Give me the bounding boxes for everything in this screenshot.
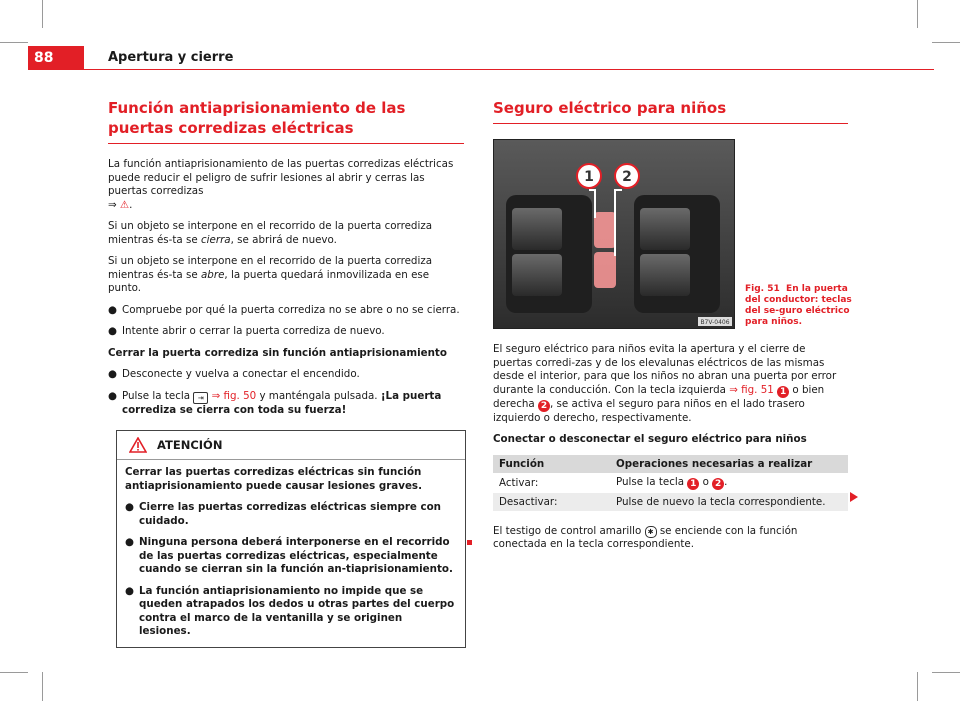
list-item-text bbox=[122, 390, 464, 418]
list-item-text: Compruebe por qué la puerta corrediza no se abre o no se cierra. bbox=[122, 303, 460, 316]
subheading-conectar: Conectar o desconectar el seguro eléctrico para niños bbox=[493, 433, 807, 445]
paragraph-text: Si un objeto se interpone en el recorrido de la puerta corrediza mientras és-ta se bbox=[108, 255, 433, 281]
section-end-marker bbox=[467, 540, 472, 545]
door-close-key-icon: ⇥ bbox=[193, 392, 208, 404]
list-item-text: Intente abrir o cerrar la puerta corrediza de nuevo. bbox=[122, 325, 385, 337]
warning-item bbox=[125, 585, 457, 639]
list-item-text-part: Pulse la tecla bbox=[122, 389, 194, 402]
bullet-icon: ● bbox=[108, 368, 117, 380]
list-item-text-part: y manténgala pulsada. bbox=[256, 389, 381, 402]
crop-mark bbox=[0, 672, 28, 673]
figure-link-51[interactable]: ⇒ fig. 51 bbox=[729, 383, 774, 396]
cell-text: Pulse la tecla bbox=[616, 475, 688, 488]
window-switch-panel-illustration bbox=[494, 140, 734, 328]
bullet-icon: ● bbox=[125, 536, 134, 548]
figure-link-50[interactable]: ⇒ fig. 50 bbox=[211, 389, 257, 402]
crop-mark bbox=[42, 0, 43, 28]
bullet-icon: ● bbox=[108, 325, 117, 337]
paragraph-testigo bbox=[493, 525, 848, 552]
italic-word: abre bbox=[200, 268, 225, 281]
figure-caption bbox=[745, 284, 855, 328]
warning-triangle-icon bbox=[129, 437, 147, 453]
paragraph-seguro bbox=[493, 343, 848, 425]
figure-51-image bbox=[493, 139, 735, 329]
function-table bbox=[493, 455, 848, 511]
caption-text: En la puerta del conductor: teclas del se-guro eléctrico para niños. bbox=[745, 284, 852, 327]
list-item bbox=[108, 325, 464, 339]
paragraph-text: La función antiaprisionamiento de las puertas corredizas eléctricas puede reducir el peligro de sufrir lesiones al abrir y cerras las puertas corredizas bbox=[108, 158, 454, 197]
warning-item-text: Cierre las puertas corredizas eléctricas siempre con cuidado. bbox=[139, 501, 441, 527]
cell-text: o bbox=[699, 475, 713, 488]
warning-item bbox=[125, 501, 457, 528]
paragraph-text: se enciende con la función conectada en la tecla correspondiente. bbox=[493, 524, 798, 550]
paragraph-text: o bien derecha bbox=[493, 383, 825, 410]
list-item bbox=[108, 390, 464, 418]
crop-mark bbox=[0, 42, 28, 43]
callout-badge-2: 2 bbox=[538, 400, 550, 412]
table-header-row bbox=[493, 455, 848, 473]
left-column bbox=[108, 98, 464, 648]
crop-mark bbox=[42, 672, 43, 701]
warning-triangle-icon[interactable]: ⚠ bbox=[119, 198, 130, 211]
table-cell bbox=[610, 473, 848, 493]
child-lock-indicator-icon: ✱ bbox=[645, 526, 657, 538]
warning-header bbox=[117, 431, 465, 460]
table-row bbox=[493, 493, 848, 511]
callout-badge-2: 2 bbox=[712, 478, 724, 490]
subheading-cerrar: Cerrar la puerta corrediza sin función antiaprisionamiento bbox=[108, 346, 447, 359]
table-cell: Activar: bbox=[499, 476, 539, 489]
list-item-text: Desconecte y vuelva a conectar el encendido. bbox=[122, 368, 360, 380]
warning-item bbox=[125, 536, 457, 577]
callout-1: 1 bbox=[584, 169, 594, 185]
callout-2: 2 bbox=[622, 169, 632, 185]
cell-text: . bbox=[724, 475, 728, 488]
paragraph-text: ⇒ bbox=[108, 198, 120, 211]
italic-word: cierra bbox=[200, 233, 231, 246]
list-item bbox=[108, 304, 464, 318]
warning-body bbox=[117, 460, 465, 647]
table-header: Función bbox=[493, 455, 610, 473]
crop-mark bbox=[917, 0, 918, 28]
running-header-title: Apertura y cierre bbox=[108, 50, 234, 65]
paragraph-text: El testigo de control amarillo bbox=[493, 524, 645, 537]
continue-arrow-icon bbox=[850, 492, 858, 502]
bullet-icon: ● bbox=[108, 303, 117, 316]
section-heading-seguro-ninos: Seguro eléctrico para niños bbox=[493, 98, 848, 124]
paragraph-text: El seguro eléctrico para niños evita la apertura y el cierre de puertas corredi-zas y de los elevalunas eléctricos de las mismas desde el interior, para que los niños no abran una puerta por error durante la conducción. Con la tecla izquierda bbox=[493, 343, 837, 396]
crop-mark bbox=[917, 672, 918, 701]
page-number: 88 bbox=[28, 46, 84, 70]
paragraph-text: , se abrirá de nuevo. bbox=[230, 233, 337, 246]
paragraph-text: Si un objeto se interpone en el recorrido de la puerta corrediza mientras és-ta se bbox=[108, 220, 433, 246]
crop-mark bbox=[932, 672, 960, 673]
callout-badge-1: 1 bbox=[777, 386, 789, 398]
warning-intro: Cerrar las puertas corredizas eléctricas sin función antiaprisionamiento puede causar lesiones graves. bbox=[125, 466, 422, 492]
warning-box bbox=[116, 430, 466, 648]
table-header: Operaciones necesarias a realizar bbox=[610, 455, 848, 473]
crop-mark bbox=[932, 42, 960, 43]
warning-title: ATENCIÓN bbox=[157, 438, 223, 452]
table-cell: Pulse de nuevo la tecla correspondiente. bbox=[610, 493, 848, 511]
header-rule bbox=[28, 69, 934, 70]
warning-item-text: Ninguna persona deberá interponerse en el recorrido de las puertas corredizas eléctricas, especialmente cuando se cierran sin la función an-tiaprisionamiento. bbox=[139, 536, 453, 575]
list-item bbox=[108, 368, 464, 382]
caption-label: Fig. 51 bbox=[745, 284, 780, 294]
paragraph-cierra bbox=[108, 220, 464, 247]
bold-warning-text: ¡La puerta corrediza se cierra con toda su fuerza! bbox=[122, 389, 442, 416]
figure-code: B7V-0406 bbox=[700, 319, 730, 326]
callout-badge-1: 1 bbox=[687, 478, 699, 490]
bullet-icon: ● bbox=[125, 501, 134, 513]
warning-item-text: La función antiaprisionamiento no impide que se queden atrapados los dedos u otras partes del cuerpo contra el marco de la ventanilla y se originen lesiones. bbox=[139, 584, 455, 637]
paragraph-text: , la puerta quedará inmovilizada en ese punto. bbox=[108, 268, 430, 294]
table-row bbox=[493, 473, 848, 493]
bullet-icon: ● bbox=[108, 389, 117, 402]
paragraph-intro: La función antiaprisionamiento de las puertas corredizas eléctricas puede reducir el peligro de sufrir lesiones al abrir y cerras las puertas corredizas ⇒ ⚠. bbox=[108, 158, 454, 211]
paragraph-text: , se activa el seguro para niños en el lado trasero izquierdo o derecho, respectivamente. bbox=[493, 397, 805, 424]
bullet-icon: ● bbox=[125, 584, 134, 597]
paragraph-abre bbox=[108, 255, 464, 296]
section-heading-antiaprisionamiento: Función antiaprisionamiento de las puertas corredizas eléctricas bbox=[108, 98, 464, 144]
table-cell: Desactivar: bbox=[493, 493, 610, 511]
